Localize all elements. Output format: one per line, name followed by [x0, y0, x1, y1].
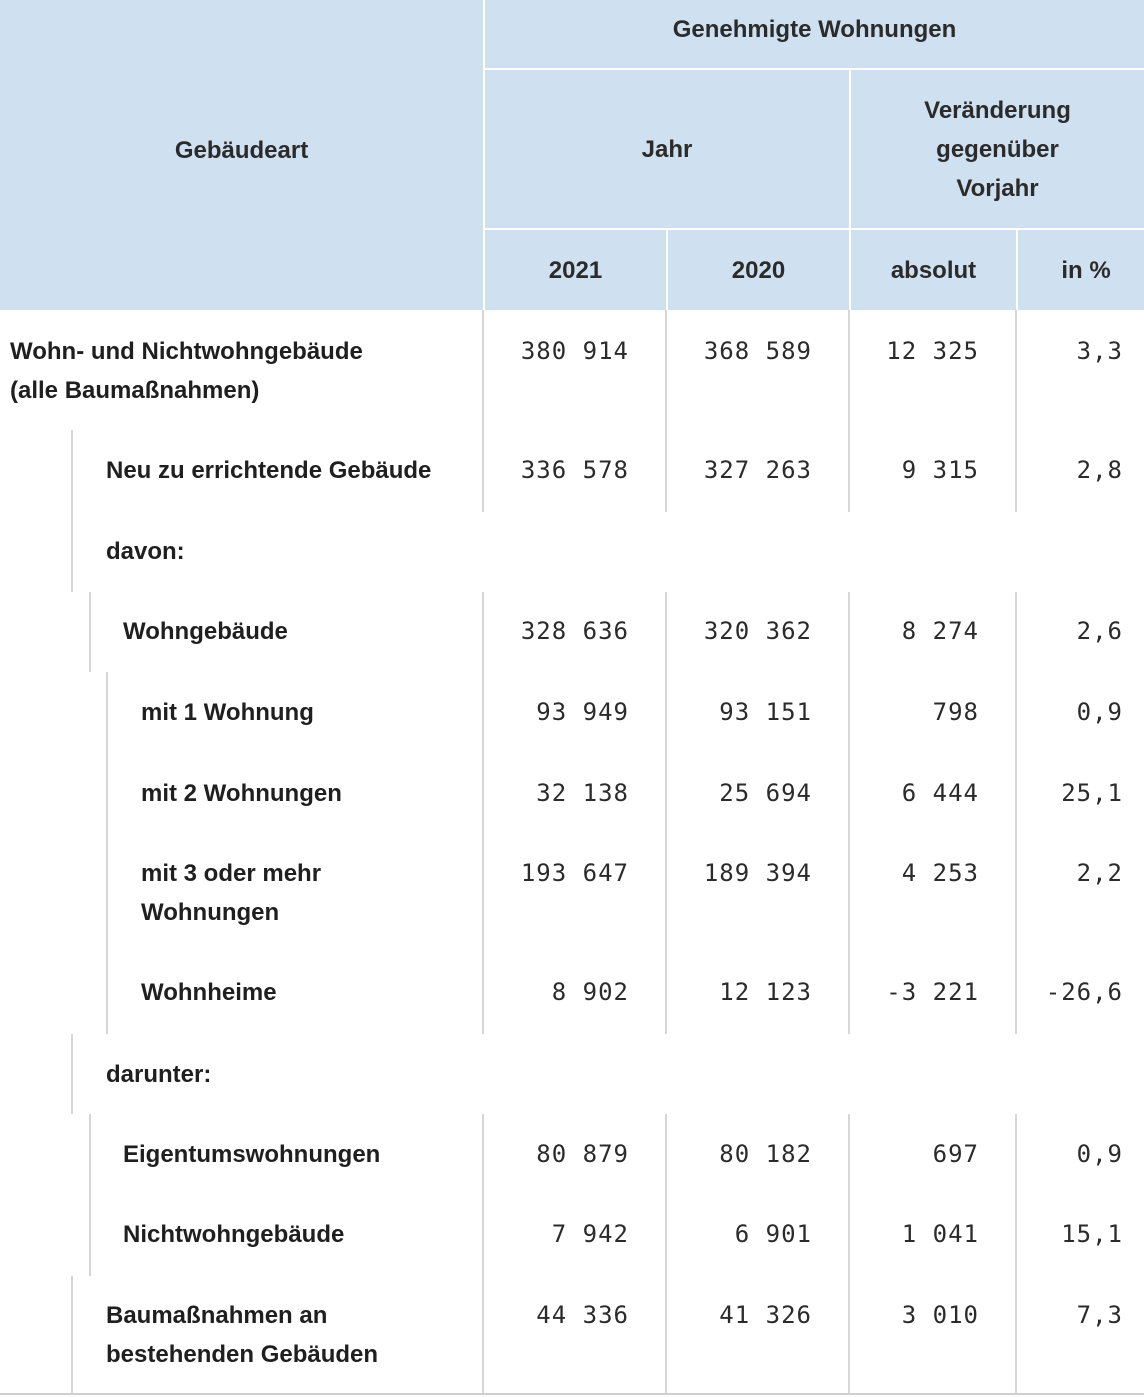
cell-absolut: 9 315 — [901, 456, 979, 484]
cell-2020: 327 263 — [703, 456, 812, 484]
row-label: Wohnheime — [141, 979, 277, 1006]
header-veraenderung — [851, 70, 1144, 228]
cell-2021: 380 914 — [520, 337, 629, 365]
cell-absolut: 798 — [932, 698, 979, 726]
cell-prozent: 2,6 — [1076, 617, 1123, 645]
header-jahr: Jahr — [641, 135, 693, 163]
cell-absolut: 6 444 — [901, 779, 979, 807]
cell-absolut: 8 274 — [901, 617, 979, 645]
row-label — [10, 332, 363, 410]
header-veraenderung-line2: gegenüber — [936, 135, 1059, 163]
cell-prozent: 2,8 — [1076, 456, 1123, 484]
header-veraenderung-line1: Veränderung — [924, 96, 1071, 124]
header-gebaeudeart: Gebäudeart — [174, 136, 309, 164]
cell-2021: 8 902 — [551, 978, 629, 1006]
table-header — [0, 0, 1144, 310]
header-veraenderung-line3: Vorjahr — [956, 174, 1039, 202]
cell-prozent: 2,2 — [1076, 859, 1123, 887]
row-label: darunter: — [106, 1061, 212, 1088]
header-2021: 2021 — [548, 256, 603, 284]
row-label: Nichtwohngebäude — [123, 1221, 345, 1248]
cell-absolut: 3 010 — [901, 1301, 979, 1329]
row-label-line1: Baumaßnahmen an — [106, 1302, 328, 1329]
cell-prozent: 7,3 — [1076, 1301, 1123, 1329]
header-absolut: absolut — [890, 256, 977, 284]
cell-absolut: 12 325 — [886, 337, 979, 365]
cell-2020: 320 362 — [703, 617, 812, 645]
cell-2021: 44 336 — [536, 1301, 629, 1329]
cell-2020: 41 326 — [719, 1301, 812, 1329]
cell-absolut: 1 041 — [901, 1220, 979, 1248]
cell-prozent: 0,9 — [1076, 1140, 1123, 1168]
row-label: Neu zu errichtende Gebäude — [106, 457, 432, 484]
cell-2020: 93 151 — [719, 698, 812, 726]
row-label — [106, 1296, 378, 1374]
row-label-line2: bestehenden Gebäuden — [106, 1341, 379, 1368]
cell-2021: 93 949 — [536, 698, 629, 726]
header-in-prozent: in % — [1061, 256, 1111, 284]
cell-absolut: 4 253 — [901, 859, 979, 887]
cell-absolut: 697 — [932, 1140, 979, 1168]
row-label: Wohngebäude — [123, 618, 288, 645]
cell-2021: 80 879 — [536, 1140, 629, 1168]
row-label-line2: (alle Baumaßnahmen) — [10, 377, 260, 404]
cell-2020: 189 394 — [703, 859, 812, 887]
row-label: mit 2 Wohnungen — [141, 780, 342, 807]
header-2020: 2020 — [731, 256, 786, 284]
cell-2020: 25 694 — [719, 779, 812, 807]
row-label-line1: mit 3 oder mehr — [141, 860, 322, 887]
cell-2021: 193 647 — [520, 859, 629, 887]
cell-2021: 7 942 — [551, 1220, 629, 1248]
table-bottom-border — [0, 1393, 1144, 1395]
cell-2021: 32 138 — [536, 779, 629, 807]
cell-absolut: -3 221 — [886, 978, 979, 1006]
cell-2021: 336 578 — [520, 456, 629, 484]
header-genehmigte-wohnungen: Genehmigte Wohnungen — [672, 15, 957, 43]
cell-prozent: 25,1 — [1061, 779, 1123, 807]
cell-2020: 80 182 — [719, 1140, 812, 1168]
cell-prozent: -26,6 — [1045, 978, 1123, 1006]
cell-prozent: 3,3 — [1076, 337, 1123, 365]
cell-2020: 6 901 — [734, 1220, 812, 1248]
cell-2021: 328 636 — [520, 617, 629, 645]
cell-2020: 12 123 — [719, 978, 812, 1006]
cell-2020: 368 589 — [703, 337, 812, 365]
cell-prozent: 0,9 — [1076, 698, 1123, 726]
row-label: mit 1 Wohnung — [141, 699, 314, 726]
row-label-line1: Wohn- und Nichtwohngebäude — [10, 338, 363, 365]
cell-prozent: 15,1 — [1061, 1220, 1123, 1248]
row-label-line2: Wohnungen — [141, 899, 280, 926]
row-label: Eigentumswohnungen — [123, 1141, 381, 1168]
row-label — [141, 854, 321, 932]
row-label: davon: — [106, 538, 185, 565]
